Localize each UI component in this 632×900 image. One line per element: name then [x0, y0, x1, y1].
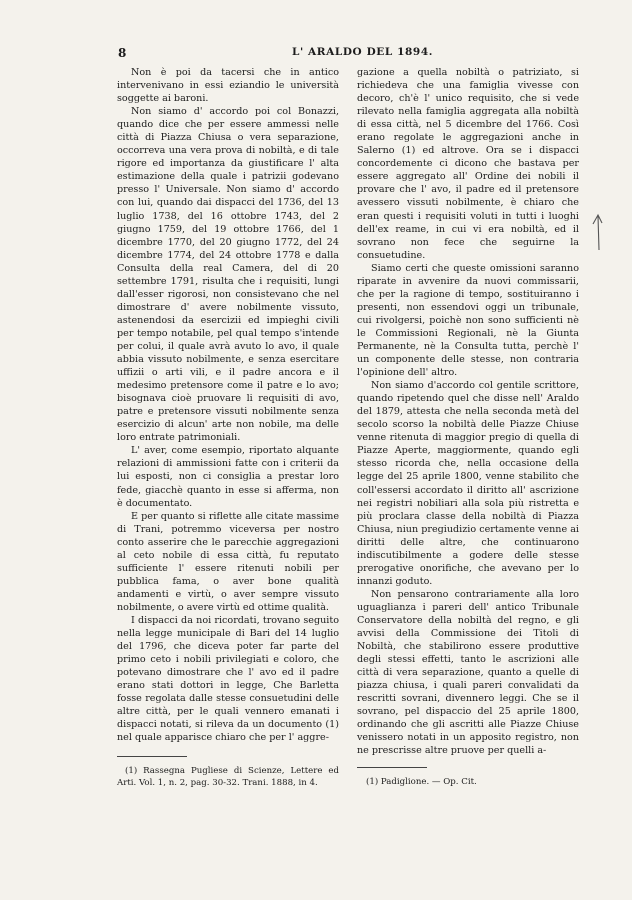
paragraph: I dispacci da noi ricordati, trovano seguito nella legge municipale di Bari del 14 luglio del 1796, che diceva poter far parte del primo ceto i nobili privilegiati e coloro, che potevano dimostrare che l' avo ed il padre erano stati dottori in legge, Che Barletta fosse regolata dalle stesse consuetudini delle altre città, per le quali vennero emanati i dispacci notati, si rileva da un documento (1) nel quale apparisce chiaro che per l' aggre-	[117, 614, 339, 744]
paragraph: Siamo certi che queste omissioni saranno riparate in avvenire da nuovi commissarii, che per la ragione di tempo, sostituiranno i presenti, non essendovi oggi un tribunale, cui rivolgersi, poichè non sono sufficienti nè le Commissioni Regionali, nè la Giunta Permanente, nè la Consulta tutta, perchè l' un componente delle stesse, non contraria l'opinione dell' altro.	[357, 262, 579, 379]
right-column	[357, 66, 579, 757]
paragraph: Non è poi da tacersi che in antico intervenivano in essi eziandio le università soggette ai baroni.	[117, 67, 339, 105]
paragraph: Non siamo d' accordo poi col Bonazzi, quando dice che per essere ammessi nelle città di Piazza Chiusa o vera separazione, occorreva una vera prova di nobiltà, e di tale rigore ed importanza da giustificare l' alta estimazione della quale i patrizii godevano presso l' Universale. Non siamo d' accordo con lui, quando dai dispacci del 1736, del 13 luglio 1738, del 16 ottobre 1743, del 2 giugno 1759, del 19 ottobre 1766, del 1 dicembre 1770, del 20 giugno 1772, del 24 dicembre 1774, del 24 ottobre 1778 e dalla Consulta della real Camera, del di 20 settembre 1791, risulta che i requisiti, lungi dall'esser rigorosi, non consistevano che nel dimostrare d' avere nobilmente vissuto, astenendosi da esercizii ed impieghi civili per tempo notabile, pel qual tempo s'intende per colui, il quale avrà avuto lo avo, il quale abbia vissuto nobilmente, e senza esercitare uffizii o arti vili, e il padre ancora e il medesimo pretensore come il patre e lo avo; bisognava cioè pruovare li requisiti di avo, patre e pretensore vissuti nobilmente senza esercizio di alcun' arte non nobile, ma delle loro entrate patrimoniali.	[117, 106, 339, 444]
handwritten-margin-mark-icon	[590, 212, 606, 252]
left-column	[117, 66, 339, 744]
running-title: L' ARALDO DEL 1894.	[292, 46, 433, 58]
footnote: (1) Padiglione. — Op. Cit.	[366, 777, 477, 787]
paragraph: L' aver, come esempio, riportato alquante relazioni di ammissioni fatte con i criterii da lui esposti, non ci consiglia a prestar loro fede, giacchè quanto in esse si afferma, non è documentato.	[117, 445, 339, 509]
paragraph: Non pensarono contrariamente alla loro uguaglianza i pareri dell' antico Tribunale Conservatore della nobiltà del regno, e gli avvisi della Commissione dei Titoli di Nobiltà, che stabilirono essere produttive degli stessi effetti, tanto le ascrizioni alle città di vera separazione, quanto a quelle di piazza chiusa, i quali pareri convalidati da rescritti sovrani, divennero leggi. Che se il sovrano, pel dispaccio del 25 aprile 1800, ordinando che gli ascritti alle Piazze Chiuse venissero notati in un apposito registro, non ne prescrisse altre pruove per quelli a-	[357, 588, 579, 757]
footnote: (1) Rassegna Pugliese di Scienze, Lettere ed Arti. Vol. 1, n. 2, pag. 30-32. Trani. 1888, in 4.	[117, 766, 339, 788]
page-number: 8	[118, 46, 127, 60]
paragraph: E per quanto si riflette alle citate massime di Trani, potremmo viceversa per nostro conto asserire che le parecchie aggregazioni al ceto nobile di essa città, fu reputato sufficiente l' essere ritenuti nobili per pubblica fama, o aver bone qualità andamenti e virtù, o aver sempre vissuto nobilmente, o avere virtù ed ottime qualità.	[117, 510, 339, 613]
paragraph: gazione a quella nobiltà o patriziato, si richiedeva che una famiglia vivesse con decoro, ch'è l' unico requisito, che si vede rilevato nella famiglia aggregata alla nobiltà di essa città, nel 5 dicembre del 1766. Così erano regolate le aggregazioni anche in Salerno (1) ed altrove. Ora se i dispacci concordemente ci dicono che bastava per essere aggregato all' Ordine dei nobili il provare che l' avo, il padre ed il pretensore avessero vissuti nobilmente, è chiaro che eran questi i requisiti voluti in tutti i luoghi dell'ex reame, in cui vi era nobiltà, ed il sovrano non fece che seguirne la consuetudine.	[357, 67, 579, 261]
footnote-rule	[357, 767, 427, 768]
paragraph: Non siamo d'accordo col gentile scrittore, quando ripetendo quel che disse nell' Araldo del 1879, attesta che nella seconda metà del secolo scorso la nobiltà delle Piazze Chiuse venne ritenuta di maggior pregio di quella di Piazze Aperte, maggiormente, quando egli stesso ricorda che, nella occasione della legge del 25 aprile 1800, venne stabilito che coll'essersi accordato il diritto all' ascrizione nei registri nobiliari alla sola più ristretta e più proclara classe della nobiltà di Piazza Chiusa, niun pregiudizio certamente venne ai diritti delle altre, che continuarono indiscutibilmente a godere delle stesse prerogative onorifiche, che avevano per lo innanzi goduto.	[357, 380, 579, 587]
footnote-rule	[117, 756, 187, 757]
